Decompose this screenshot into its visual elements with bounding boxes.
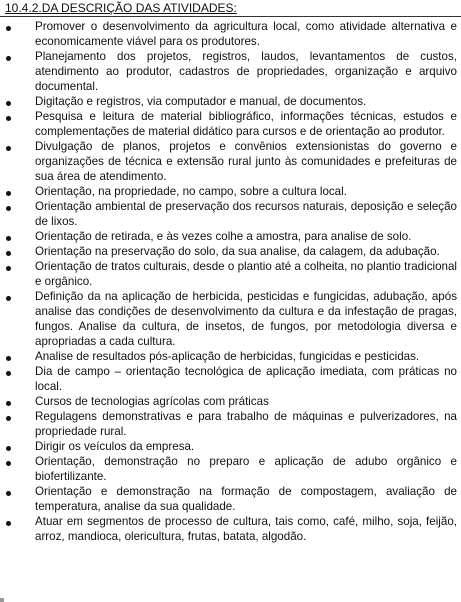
bullet-icon (6, 356, 11, 361)
activity-item (0, 364, 461, 394)
bullet-icon (6, 296, 11, 301)
activity-item (0, 244, 461, 259)
activity-item (0, 514, 461, 544)
bullet-icon (6, 461, 11, 466)
activity-item-text: Orientação e demonstração na formação de compostagem, avaliação de temperatura, analise da sua qualidade. (35, 485, 457, 513)
activity-item-text: Planejamento dos projetos, registros, laudos, levantamentos de custos, atendimento ao produtor, cadastros de propriedades, organização e arquivo documental. (35, 50, 457, 93)
bullet-icon (6, 446, 11, 451)
activity-item-text: Dirigir os veículos da empresa. (35, 440, 195, 453)
bullet-icon (6, 146, 11, 151)
activity-item-text: Promover o desenvolvimento da agricultura local, como atividade alternativa e economicamente viável para os produtores. (35, 20, 457, 48)
activity-item-text: Atuar em segmentos de processo de cultura, tais como, café, milho, soja, feijão, arroz, mandioca, olericultura, frutas, batata, algodão. (35, 515, 457, 543)
activity-item-text: Orientação na preservação do solo, da sua analise, da calagem, da adubação. (35, 245, 440, 258)
bullet-icon (6, 56, 11, 61)
activity-item-text: Orientação, na propriedade, no campo, sobre a cultura local. (35, 185, 347, 198)
bullet-icon (6, 491, 11, 496)
activity-item (0, 109, 461, 139)
activity-item (0, 229, 461, 244)
bullet-icon (6, 521, 11, 526)
bullet-icon (6, 206, 11, 211)
activity-item-text: Regulagens demonstrativas e para trabalho de máquinas e pulverizadores, na propriedade rural. (35, 410, 457, 438)
section-heading (5, 1, 455, 15)
activity-item (0, 199, 461, 229)
activity-item (0, 439, 461, 454)
bullet-icon (6, 116, 11, 121)
activities-list (0, 19, 461, 544)
activity-item (0, 94, 461, 109)
bullet-icon (6, 236, 11, 241)
activity-item-text: Definição da na aplicação de herbicida, pesticidas e fungicidas, adubação, após analise das condições de desenvolvimento da cultura e da infestação de pragas, fungos. Analise da cultura, de insetos, de fungos, por metodologia diversa e apropriadas a cada cultura. (35, 290, 457, 348)
bullet-icon (6, 26, 11, 31)
activity-item-text: Orientação ambiental de preservação dos recursos naturais, deposição e seleção de lixos. (35, 200, 457, 228)
activity-item (0, 289, 461, 349)
activity-item-text: Digitação e registros, via computador e manual, de documentos. (35, 95, 367, 108)
activity-item (0, 19, 461, 49)
activity-item (0, 184, 461, 199)
activity-item-text: Orientação de retirada, e às vezes colhe a amostra, para analise de solo. (35, 230, 412, 243)
activity-item-text: Divulgação de planos, projetos e convênios extensionistas do governo e organizações de técnica e extensão rural junto às comunidades e prefeituras de sua área de atendimento. (35, 140, 457, 183)
section-heading-text: 10.4.2.DA DESCRIÇÃO DAS ATIVIDADES: (5, 1, 237, 15)
bullet-icon (6, 371, 11, 376)
activity-item (0, 484, 461, 514)
activity-item-text: Pesquisa e leitura de material bibliográfico, informações técnicas, estudos e complementações de material didático para cursos e de orientação ao produtor. (35, 110, 457, 138)
activity-item-text: Orientação de tratos culturais, desde o plantio até a colheita, no plantio tradicional e orgânico. (35, 260, 457, 288)
activity-item-text: Analise de resultados pós-aplicação de herbicidas, fungicidas e pesticidas. (35, 350, 420, 363)
activity-item-text: Orientação, demonstração no preparo e aplicação de adubo orgânico e biofertilizante. (35, 455, 457, 483)
activity-item (0, 394, 461, 409)
activity-item-text: Cursos de tecnologias agrícolas com práticas (35, 395, 269, 408)
activity-item (0, 349, 461, 364)
activity-item (0, 49, 461, 94)
activity-item (0, 139, 461, 184)
bullet-icon (6, 101, 11, 106)
bullet-icon (6, 266, 11, 271)
activity-item (0, 454, 461, 484)
scan-mark (0, 598, 4, 602)
bullet-icon (6, 191, 11, 196)
bullet-icon (6, 416, 11, 421)
activity-item (0, 409, 461, 439)
heading-rule (0, 16, 461, 17)
activity-item (0, 259, 461, 289)
bullet-icon (6, 251, 11, 256)
activity-item-text: Dia de campo – orientação tecnológica de aplicação imediata, com práticas no local. (35, 365, 457, 393)
bullet-icon (6, 401, 11, 406)
